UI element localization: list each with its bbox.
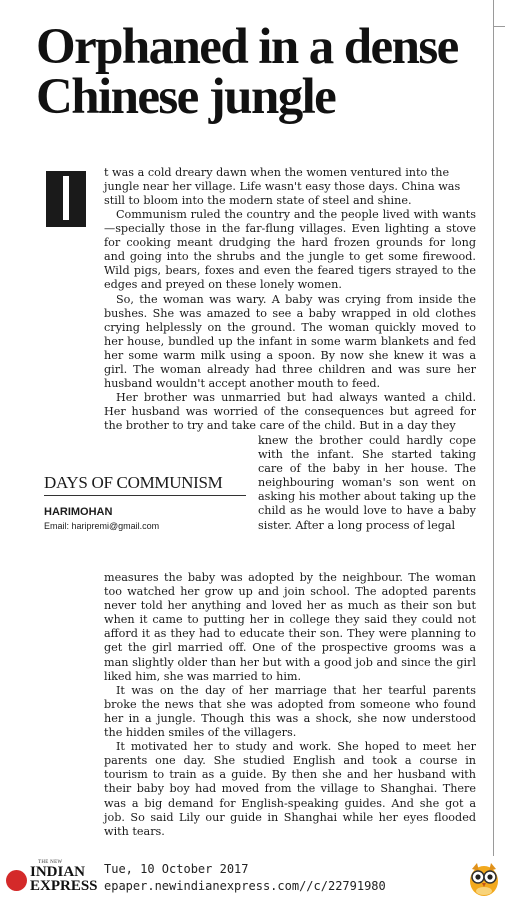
paragraph-3: So, the woman was wary. A baby was crying from inside the bushes. She was amazed to see a baby wrapped in old clothes crying helplessly on the ground. The woman quickly moved to her house, bundled up the infant in some warm blankets and fed her some warm milk using a spoon. By now she knew it was a girl. The woman already had three children and was sure her husband wouldn't accept another mouth to feed.	[104, 292, 476, 391]
logo-prefix: THE NEW	[38, 860, 63, 865]
newspaper-logo-icon	[6, 870, 27, 891]
logo-text-indian: INDIAN	[30, 864, 86, 880]
column-title: DAYS OF COMMUNISM	[44, 473, 223, 492]
article-body-upper	[104, 208, 476, 434]
top-divider	[493, 26, 505, 27]
paragraph-5: It was on the day of her marriage that her tearful parents broke the news that she was adopted from someone who found her in a jungle. Though this was a shock, she now understood the hidden smiles of the villagers.	[104, 683, 476, 740]
paragraph-4-wide: measures the baby was adopted by the neighbour. The woman too watched her grow up and join school. The adopted parents never told her anything and loved her as much as their son but when it came to putting her in college they said they could not afford it as they had to educate their son. They were planning to get the girl married off. One of the prospective grooms was a man slightly older than her but with a good job and since the girl liked him, she was married to him.	[104, 571, 476, 683]
intro-line-2: jungle near her village. Life wasn't easy those days. China was	[104, 180, 461, 194]
headline-line-2: Chinese jungle	[36, 69, 336, 125]
author-name: HARIMOHAN	[44, 506, 113, 518]
epaper-url[interactable]: epaper.newindianexpress.com//c/22791980	[104, 879, 386, 893]
article-body-narrow	[258, 434, 476, 533]
edition-date: Tue, 10 October 2017	[104, 862, 249, 876]
owl-mascot-icon[interactable]	[467, 861, 501, 897]
author-email: Email: haripremi@gmail.com	[44, 521, 160, 531]
drop-cap	[46, 171, 86, 227]
article-intro	[104, 166, 476, 208]
paragraph-4: Her brother was unmarried but had always wanted a child. Her husband was worried of the consequences but agreed for the brother to try and take care of the child. But in a day they	[104, 391, 476, 433]
column-divider-right	[493, 0, 494, 856]
drop-cap-letter	[63, 176, 69, 220]
article-body-lower	[104, 571, 476, 839]
article-headline	[36, 19, 486, 125]
paragraph-2: Communism ruled the country and the people lived with wants—specially those in the far-flung villages. Even lighting a stove for cooking meant drudging the hard frozen grounds for long and going into the shrubs and the jungle to get some firewood. Wild pigs, bears, foxes and even the feared tigers strayed to the edges and preyed on these lonely women.	[104, 208, 476, 292]
column-title-rule	[44, 495, 246, 496]
headline-line-1: Orphaned in a dense	[36, 19, 458, 75]
paragraph-4-narrow: knew the brother could hardly cope with the infant. She started taking care of the baby in her house. The neighbouring woman's son went on asking his mother about taking up the child as he would love to have a baby sister. After a long process of legal	[258, 434, 476, 532]
paragraph-6: It motivated her to study and work. She hoped to meet her parents one day. She studied English and took a course in tourism to train as a guide. By then she and her husband with their baby boy had moved from the village to Shanghai. There was a big demand for English-speaking guides. And she got a job. So said Lily our guide in Shanghai while her eyes flooded with tears.	[104, 740, 476, 838]
intro-line-1: t was a cold dreary dawn when the women ventured into the	[104, 166, 450, 179]
logo-text-express: EXPRESS	[30, 878, 98, 894]
intro-line-3: still to bloom into the modern state of steel and shine.	[104, 194, 412, 208]
